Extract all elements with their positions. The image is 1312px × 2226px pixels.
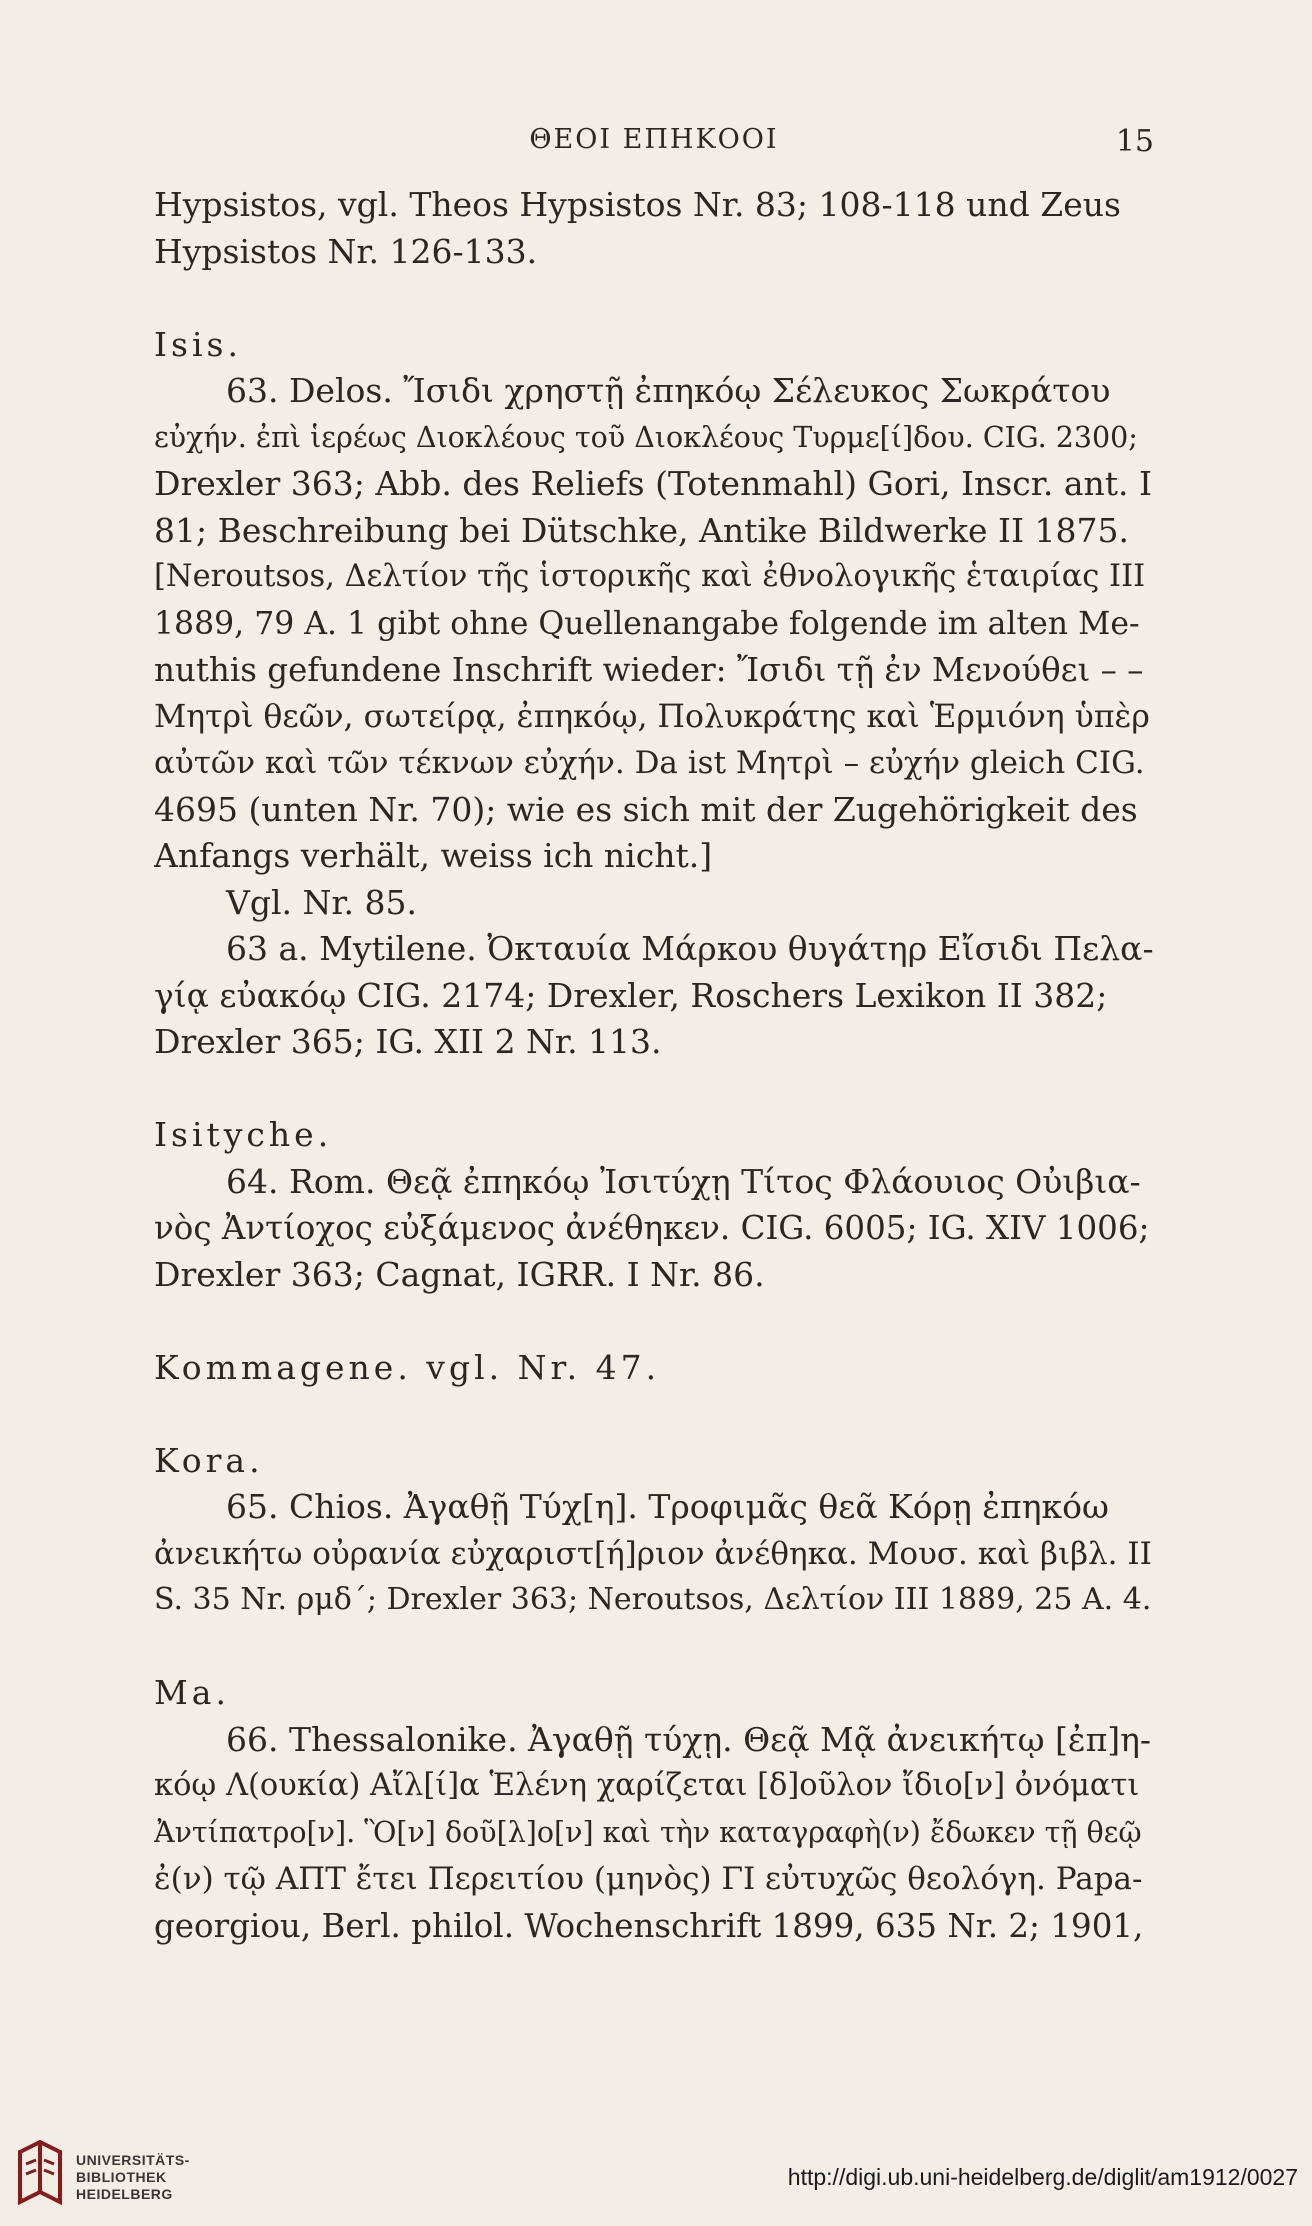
blank-line bbox=[154, 275, 1154, 322]
text-line: αὐτῶν καὶ τῶν τέκνων εὐχήν. Da ist Μητρὶ – εὐχήν gleich CIG. bbox=[154, 745, 1145, 781]
text-line: 81; Beschreibung bei Dütschke, Antike Bildwerke II 1875. bbox=[154, 510, 1129, 550]
text-line: γίᾳ εὐακόῳ CIG. 2174; Drexler, Roschers Lexikon II 382; bbox=[154, 975, 1108, 1015]
text-line: 1889, 79 A. 1 gibt ohne Quellenangabe folgende im alten Me- bbox=[154, 605, 1140, 642]
text-line: georgiou, Berl. philol. Wochenschrift 1899, 635 Nr. 2; 1901, bbox=[154, 1906, 1144, 1945]
text-line: Kommagene. vgl. Nr. 47. bbox=[154, 1347, 661, 1387]
library-name-line2: BIBLIOTHEK bbox=[76, 2169, 167, 2185]
text-line: Ἀντίπατρο[ν]. Ὃ[ν] δοῦ[λ]ο[ν] καὶ τὴν καταγραφὴ(ν) ἔδωκεν τῇ θεῷ bbox=[154, 1815, 1142, 1849]
text-line: nuthis gefundene Inschrift wieder: Ἴσιδι τῇ ἐν Μενούθει – – bbox=[154, 651, 1144, 689]
text-line: Isis. bbox=[154, 324, 242, 364]
body-text bbox=[154, 182, 1154, 1949]
text-line: Hypsistos Nr. 126-133. bbox=[154, 231, 538, 271]
source-url[interactable]: http://digi.ub.uni-heidelberg.de/diglit/am1912/0027 bbox=[787, 2164, 1298, 2190]
text-line: 66. Thessalonike. Ἀγαθῇ τύχῃ. Θεᾷ Μᾷ ἀνεικήτῳ [ἐπ]η- bbox=[226, 1719, 1152, 1759]
running-title: ΘΕΟΙ ΕΠΗΚΟΟΙ bbox=[529, 124, 779, 155]
blank-line bbox=[154, 1066, 1154, 1113]
text-line: Anfangs verhält, weiss ich nicht.] bbox=[154, 836, 713, 875]
text-line: 64. Rom. Θεᾷ ἐπηκόῳ Ἰσιτύχῃ Τίτος Φλάουιος Οὐιβια- bbox=[226, 1161, 1141, 1201]
text-line: 65. Chios. Ἀγαθῇ Τύχ[η]. Τροφιμᾶς θεᾶ Κόρῃ ἐπηκόω bbox=[226, 1487, 1109, 1526]
text-line: ἀνεικήτω οὐρανία εὐχαριστ[ή]ριον ἀνέθηκα. Μουσ. καὶ βιβλ. II bbox=[154, 1535, 1152, 1572]
text-line: Drexler 365; IG. XII 2 Nr. 113. bbox=[154, 1022, 662, 1061]
text-line: Kora. bbox=[154, 1440, 264, 1480]
text-line: Drexler 363; Abb. des Reliefs (Totenmahl) Gori, Inscr. ant. I bbox=[154, 464, 1153, 503]
text-line: Drexler 363; Cagnat, IGRR. I Nr. 86. bbox=[154, 1254, 765, 1294]
text-line: [Neroutsos, Δελτίον τῆς ἱστορικῆς καὶ ἐθνολογικῆς ἑταιρίας III bbox=[154, 559, 1146, 594]
library-name-line1: UNIVERSITÄTS- bbox=[76, 2152, 190, 2168]
text-line: Vgl. Nr. 85. bbox=[226, 882, 417, 922]
blank-line bbox=[154, 1391, 1154, 1438]
text-line: νὸς Ἀντίοχος εὐξάμενος ἀνέθηκεν. CIG. 6005; IG. XIV 1006; bbox=[154, 1209, 1150, 1247]
text-line: εὐχήν. ἐπὶ ἱερέως Διοκλέους τοῦ Διοκλέους Τυρμε[ί]δου. CIG. 2300; bbox=[154, 420, 1138, 454]
library-name-line3: HEIDELBERG bbox=[76, 2186, 173, 2202]
library-name bbox=[76, 2152, 190, 2203]
blank-line bbox=[154, 1624, 1154, 1671]
footer-bar bbox=[0, 2126, 1312, 2226]
blank-line bbox=[154, 1298, 1154, 1345]
library-logo-icon bbox=[14, 2140, 66, 2210]
page-number: 15 bbox=[1115, 124, 1154, 159]
text-line: 4695 (unten Nr. 70); wie es sich mit der Zugehörigkeit des bbox=[154, 789, 1138, 829]
text-line: Μητρὶ θεῶν, σωτείρᾳ, ἐπηκόῳ, Πολυκράτης καὶ Ἑρμιόνη ὑπὲρ bbox=[154, 698, 1150, 735]
text-line: 63. Delos. Ἴσιδι χρηστῇ ἐπηκόῳ Σέλευκος Σωκράτου bbox=[226, 371, 1111, 410]
text-line: κόῳ Λ(ουκία) Αἴλ[ί]α Ἑλένη χαρίζεται [δ]οῦλον ἴδιο[ν] ὀνόματι bbox=[154, 1768, 1140, 1803]
text-line: ἐ(ν) τῷ ΑΠΤ ἔτει Περειτίου (μηνὸς) ΓΙ εὐτυχῶς θεολόγη. Papa- bbox=[154, 1861, 1143, 1897]
text-line: Ma. bbox=[154, 1673, 230, 1712]
text-line: S. 35 Nr. ρμδ΄; Drexler 363; Neroutsos, Δελτίον III 1889, 25 A. 4. bbox=[154, 1582, 1152, 1617]
text-line: 63 a. Mytilene. Ὀκταυία Μάρκου θυγάτηρ Εἴσιδι Πελα- bbox=[226, 929, 1154, 968]
running-header bbox=[154, 124, 1154, 164]
text-line: Isityche. bbox=[154, 1115, 333, 1154]
text-line: Hypsistos, vgl. Theos Hypsistos Nr. 83; 108-118 und Zeus bbox=[154, 185, 1121, 224]
